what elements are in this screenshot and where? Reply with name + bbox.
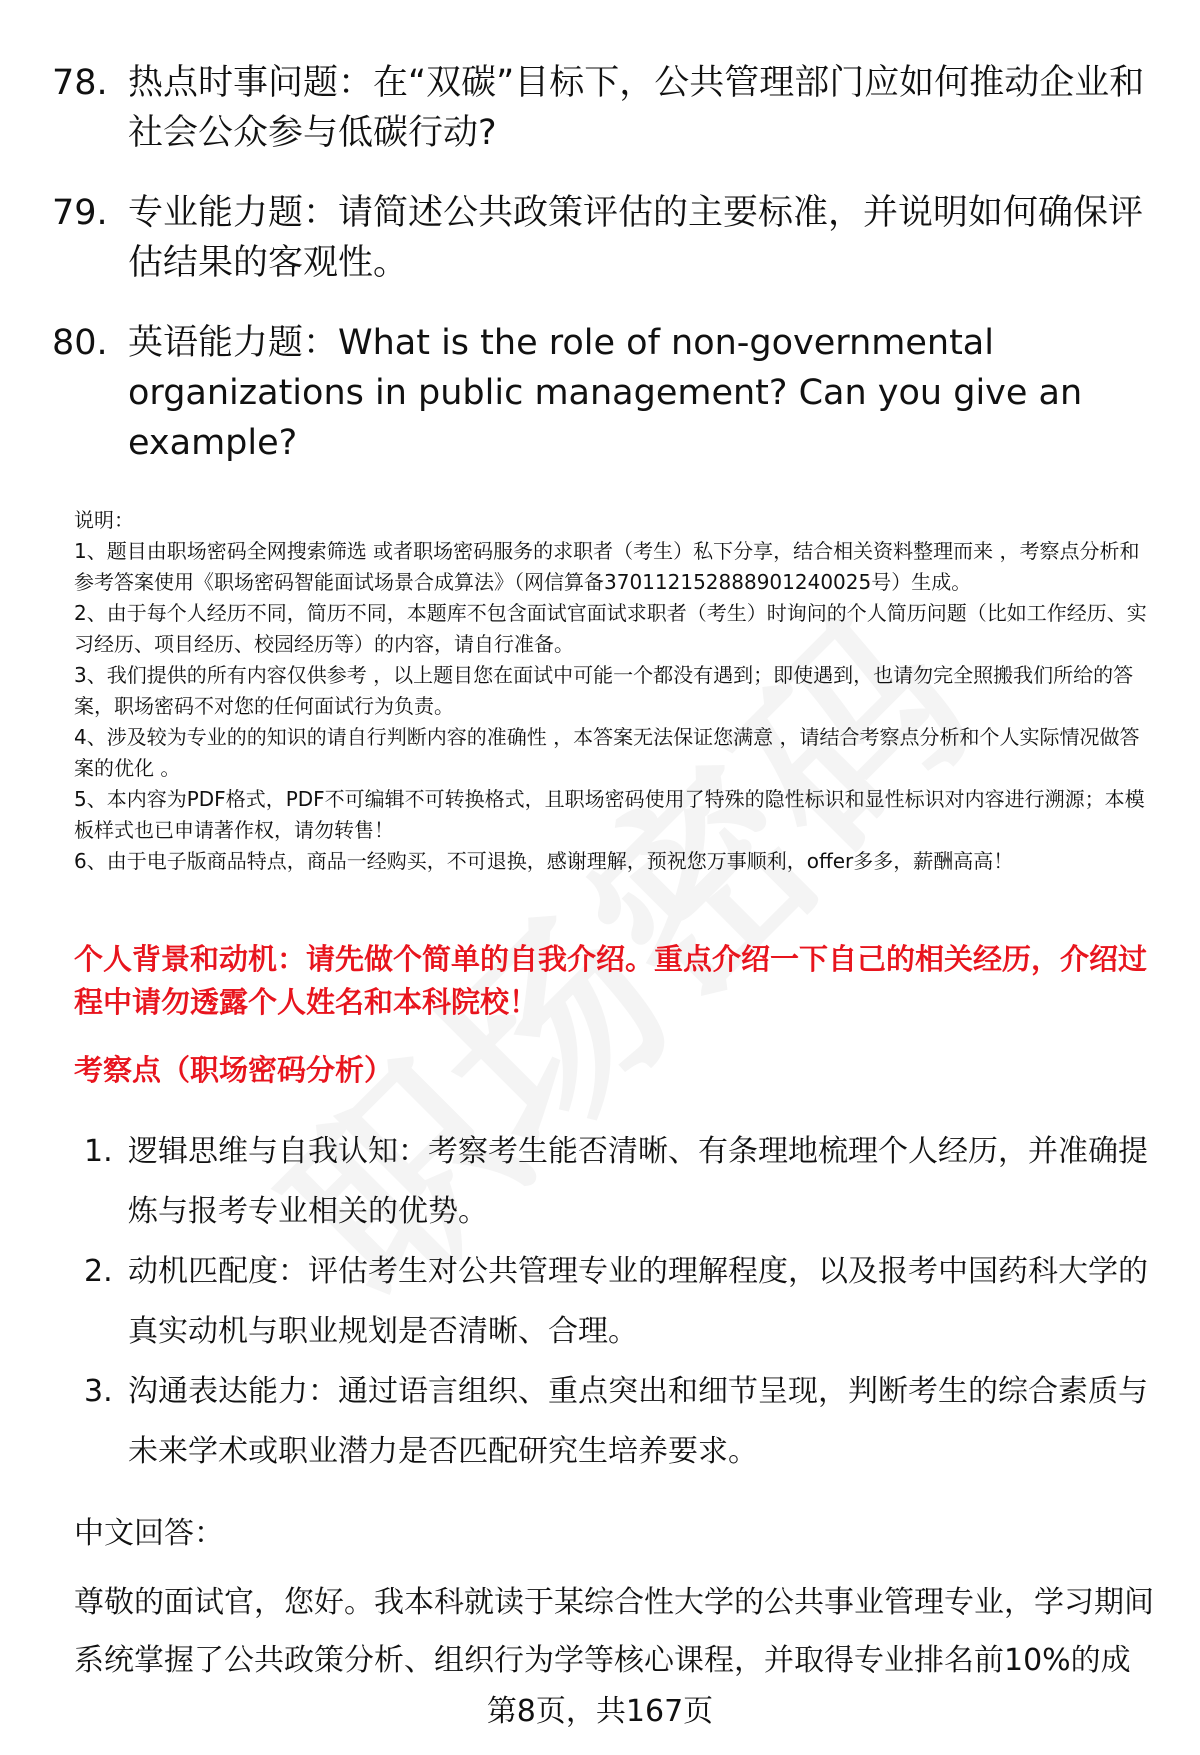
point-number: 3. [84,1374,113,1409]
analysis-point [84,1242,1154,1362]
notes-heading: 说明： [74,508,134,532]
notes-item: 4、涉及较为专业的的知识的请自行判断内容的准确性 ，本答案无法保证您满意 ，请结合考察点分析和个人实际情况做答案的优化 。 [74,725,1140,780]
analysis-point [84,1362,1154,1482]
answer-label: 中文回答： [74,1516,224,1551]
point-text: 动机匹配度：评估考生对公共管理专业的理解程度，以及报考中国药科大学的真实动机与职业规划是否清晰、合理。 [128,1254,1148,1349]
question-number: 79. [52,193,108,233]
notes-item: 3、我们提供的所有内容仅供参考 ，以上题目您在面试中可能一个都没有遇到；即使遇到，也请勿完全照搬我们所给的答案，职场密码不对您的任何面试行为负责。 [74,663,1134,718]
question-list [52,58,1152,498]
question-item [52,58,1152,158]
question-number: 78. [52,63,108,103]
point-number: 2. [84,1254,113,1289]
analysis-point [84,1122,1154,1242]
question-text: 英语能力题：What is the role of non-governmental organizations in public management? Can you give an example? [128,323,1083,463]
notes-item: 1、题目由职场密码全网搜索筛选 或者职场密码服务的求职者（考生）私下分享，结合相关资料整理而来 ，考察点分析和参考答案使用《职场密码智能面试场景合成算法》（网信算备370112152888901240025号）生成。 [74,539,1140,594]
notes-item: 2、由于每个人经历不同，简历不同，本题库不包含面试官面试求职者（考生）时询问的个人简历问题（比如工作经历、实习经历、项目经历、校园经历等）的内容，请自行准备。 [74,601,1147,656]
point-number: 1. [84,1134,113,1169]
notes-block [74,505,1159,877]
question-text: 热点时事问题：在“双碳”目标下，公共管理部门应如何推动企业和社会公众参与低碳行动? [128,63,1145,153]
section-title: 个人背景和动机：请先做个简单的自我介绍。重点介绍一下自己的相关经历，介绍过程中请勿透露个人姓名和本科院校！ [74,942,1148,1019]
point-text: 逻辑思维与自我认知：考察考生能否清晰、有条理地梳理个人经历，并准确提炼与报考专业相关的优势。 [128,1134,1148,1229]
page-number: 第8页，共167页 [486,1694,714,1729]
notes-item: 6、由于电子版商品特点，商品一经购买，不可退换，感谢理解，预祝您万事顺利，offer多多，薪酬高高！ [74,849,1014,873]
analysis-points [84,1122,1154,1482]
notes-item: 5、本内容为PDF格式，PDF不可编辑不可转换格式，且职场密码使用了特殊的隐性标识和显性标识对内容进行溯源；本模板样式也已申请著作权，请勿转售！ [74,787,1145,842]
section-subtitle: 考察点（职场密码分析） [74,1053,394,1087]
question-number: 80. [52,323,108,363]
point-text: 沟通表达能力：通过语言组织、重点突出和细节呈现，判断考生的综合素质与未来学术或职业潜力是否匹配研究生培养要求。 [128,1374,1148,1469]
question-text: 专业能力题：请简述公共政策评估的主要标准，并说明如何确保评估结果的客观性。 [128,193,1144,283]
question-item [52,318,1152,468]
question-item [52,188,1152,288]
answer-text: 尊敬的面试官，您好。我本科就读于某综合性大学的公共事业管理专业，学习期间系统掌握了公共政策分析、组织行为学等核心课程，并取得专业排名前10%的成 [74,1585,1154,1678]
